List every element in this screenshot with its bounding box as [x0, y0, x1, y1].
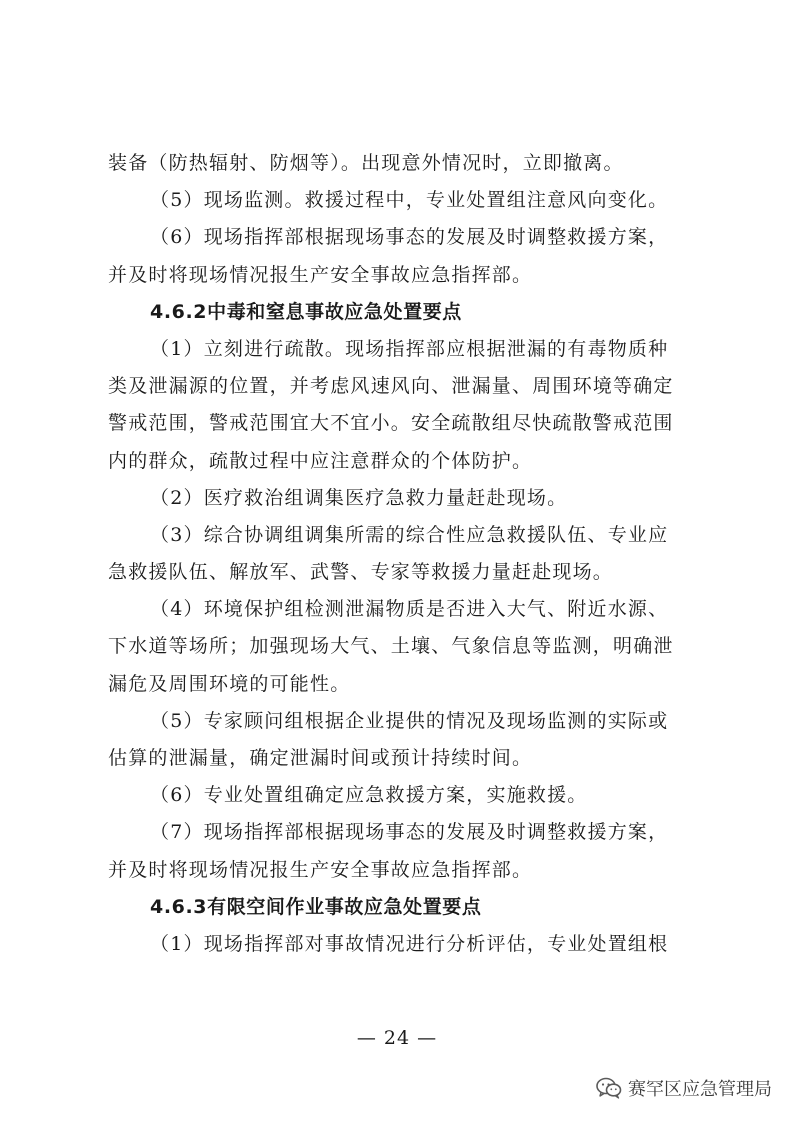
- page-number: — 24 —: [356, 1027, 438, 1049]
- text-line-7: 类及泄漏源的位置，并考虑风速风向、泄漏量、周围环境等确定: [108, 375, 674, 398]
- text-line-17: 估算的泄漏量，确定泄漏时间或预计持续时间。: [108, 747, 533, 769]
- text-line-10: （2）医疗救治组调集医疗急救力量赶赴现场。: [150, 486, 568, 509]
- text-line-22: （1）现场指挥部对事故情况进行分析评估，专业处置组根: [150, 932, 669, 955]
- text-line-1: 装备（防热辐射、防烟等）。出现意外情况时，立即撤离。: [108, 152, 624, 174]
- text-line-14: 下水道等场所；加强现场大气、土壤、气象信息等监测，明确泄: [108, 635, 674, 658]
- wechat-icon: [596, 1077, 622, 1099]
- text-line-3: （6）现场指挥部根据现场事态的发展及时调整救援方案，: [150, 226, 669, 249]
- text-line-8: 警戒范围，警戒范围宜大不宜小。安全疏散组尽快疏散警戒范围: [108, 412, 674, 435]
- text-line-9: 内的群众，疏散过程中应注意群众的个体防护。: [108, 449, 533, 472]
- section-heading-4-6-3: 4.6.3有限空间作业事故应急处置要点: [150, 895, 482, 918]
- text-line-15: 漏危及周围环境的可能性。: [108, 672, 351, 695]
- text-line-18: （6）专业处置组确定应急救援方案，实施救援。: [150, 784, 588, 807]
- document-body: [108, 145, 698, 963]
- text-line-13: （4）环境保护组检测泄漏物质是否进入大气、附近水源、: [150, 598, 669, 621]
- section-heading-4-6-2: 4.6.2中毒和窒息事故应急处置要点: [150, 300, 462, 323]
- watermark-text: 赛罕区应急管理局: [628, 1079, 772, 1100]
- watermark: [596, 1075, 772, 1101]
- text-line-4: 并及时将现场情况报生产安全事故应急指挥部。: [108, 263, 533, 286]
- text-line-12: 急救援队伍、解放军、武警、专家等救援力量赶赴现场。: [108, 561, 614, 584]
- text-line-19: （7）现场指挥部根据现场事态的发展及时调整救援方案，: [150, 821, 669, 844]
- text-line-11: （3）综合协调组调集所需的综合性应急救援队伍、专业应: [150, 523, 669, 546]
- text-line-16: （5）专家顾问组根据企业提供的情况及现场监测的实际或: [150, 709, 669, 732]
- text-line-2: （5）现场监测。救援过程中，专业处置组注意风向变化。: [150, 189, 669, 212]
- text-line-20: 并及时将现场情况报生产安全事故应急指挥部。: [108, 858, 533, 881]
- text-line-6: （1）立刻进行疏散。现场指挥部应根据泄漏的有毒物质种: [150, 337, 669, 360]
